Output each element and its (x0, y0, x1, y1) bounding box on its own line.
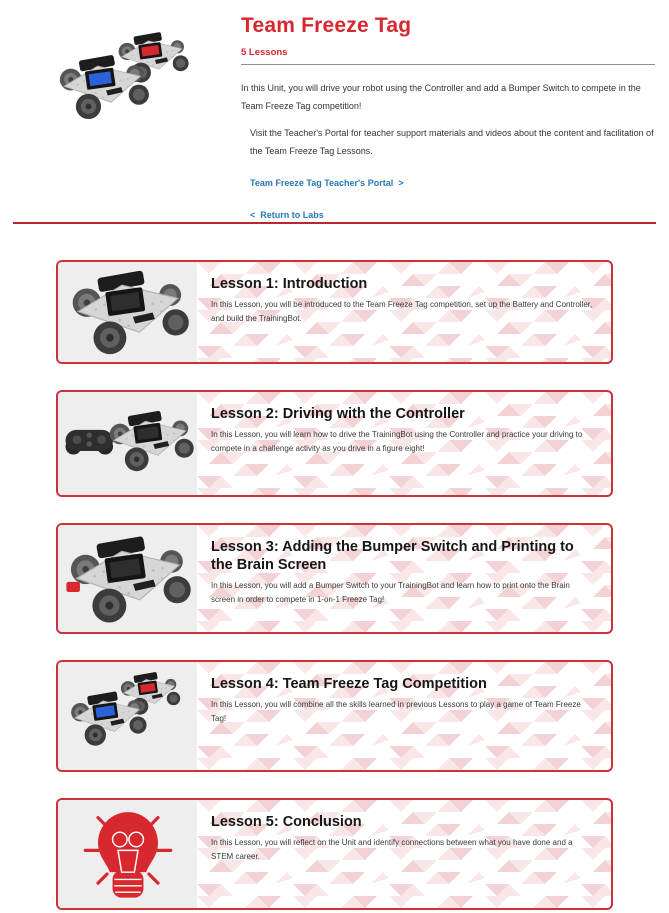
lesson-card-5[interactable] (56, 798, 613, 910)
lesson-description: In this Lesson, you will learn how to drive the TrainingBot using the Controller and practice your driving to compete in a challenge activity as you drive in a figure eight! (211, 430, 583, 453)
lesson-title: Lesson 4: Team Freeze Tag Competition (211, 676, 487, 692)
lesson-1-media (58, 262, 197, 362)
two-robots-icon (52, 24, 202, 144)
lesson-5-media (58, 800, 197, 908)
lesson-card-3[interactable] (56, 523, 613, 634)
lesson-card-1[interactable] (56, 260, 613, 364)
chevron-right-icon: > (398, 178, 404, 188)
lesson-title: Lesson 1: Introduction (211, 276, 368, 292)
unit-header (0, 0, 669, 222)
lesson-4-media (58, 662, 197, 770)
page-title: Team Freeze Tag (241, 14, 412, 37)
header-rule (241, 64, 655, 65)
lesson-card-2[interactable] (56, 390, 613, 497)
lesson-3-media (58, 525, 197, 632)
lesson-title: Lesson 3: Adding the Bumper Switch and Printing to the Brain Screen (211, 539, 574, 573)
lesson-2-body (197, 392, 611, 495)
teacher-portal-link[interactable] (250, 178, 403, 188)
controller-and-robot-icon (62, 396, 194, 492)
unit-description: In this Unit, you will drive your robot using the Controller and add a Bumper Switch to compete in the Team Freeze Tag competition! (241, 83, 641, 111)
chevron-left-icon: < (250, 210, 256, 220)
lesson-title: Lesson 2: Driving with the Controller (211, 406, 465, 422)
lesson-description: In this Lesson, you will combine all the skills learned in previous Lessons to play a game of Team Freeze Tag! (211, 700, 581, 723)
lesson-count-badge: 5 Lessons (241, 47, 288, 58)
lesson-list (0, 224, 669, 910)
return-to-labs-label: Return to Labs (260, 210, 324, 220)
teacher-portal-link-label: Team Freeze Tag Teacher's Portal (250, 178, 394, 188)
lesson-title: Lesson 5: Conclusion (211, 814, 362, 830)
lesson-3-body (197, 525, 611, 632)
lesson-description: In this Lesson, you will reflect on the Unit and identify connections between what you have done and a STEM career. (211, 838, 573, 861)
lesson-1-body (197, 262, 611, 362)
lightbulb-icon (78, 806, 178, 902)
lesson-4-body (197, 662, 611, 770)
return-to-labs-link[interactable] (250, 210, 324, 220)
two-robots-icon (62, 666, 194, 766)
lesson-5-body (197, 800, 611, 908)
lesson-card-4[interactable] (56, 660, 613, 772)
teacher-portal-note: Visit the Teacher's Portal for teacher support materials and videos about the content and facilitation of the Team Freeze Tag Lessons. (250, 128, 654, 156)
robot-with-bumper-icon (63, 530, 193, 628)
lesson-description: In this Lesson, you will add a Bumper Switch to your TrainingBot and learn how to print onto the Brain screen in order to compete in 1-on-1 Freeze Tag! (211, 581, 570, 604)
robot-icon (65, 265, 191, 359)
lesson-description: In this Lesson, you will be introduced to the Team Freeze Tag competition, set up the Battery and Controller, and build the TrainingBot. (211, 300, 593, 323)
lesson-2-media (58, 392, 197, 495)
